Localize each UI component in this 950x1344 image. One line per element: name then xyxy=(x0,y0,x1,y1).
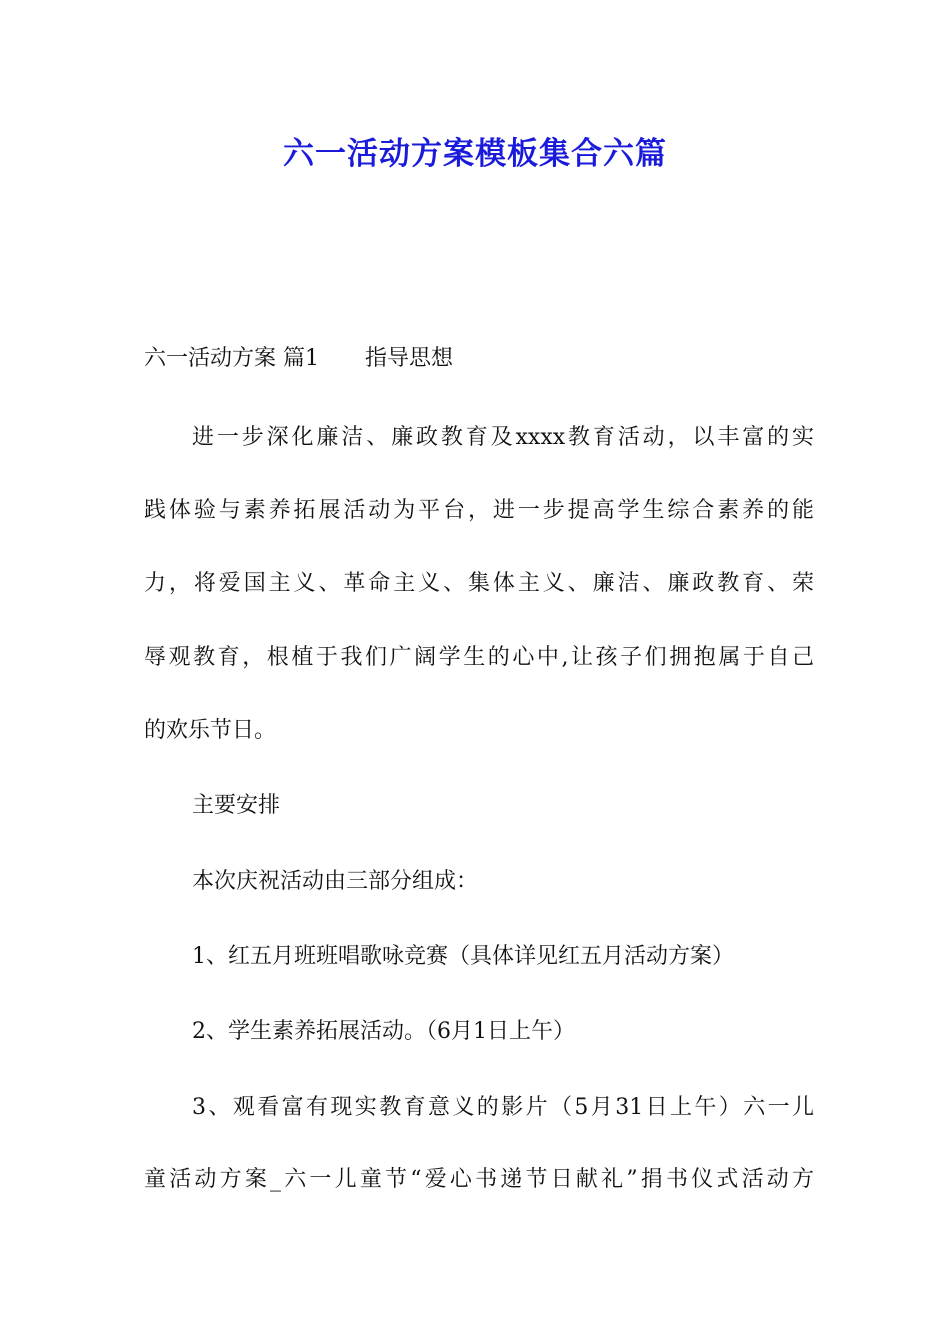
section-topic: 指导思想 xyxy=(365,346,454,371)
list-item: 1、红五月班班唱歌咏竞赛（具体详见红五月活动方案） xyxy=(192,944,734,969)
list-item: 2、学生素养拓展活动。（6月1日上午） xyxy=(192,1019,575,1044)
paragraph-line: 力，将爱国主义、革命主义、集体主义、廉洁、廉政教育、荣 xyxy=(144,571,814,596)
list-item: 3、观看富有现实教育意义的影片（5月31日上午）六一儿 xyxy=(192,1095,814,1120)
intro-text: 本次庆祝活动由三部分组成： xyxy=(192,869,479,894)
section-heading xyxy=(144,345,814,373)
paragraph-line: 进一步深化廉洁、廉政教育及xxxx教育活动，以丰富的实 xyxy=(192,425,814,450)
document-title: 六一活动方案模板集合六篇 xyxy=(283,136,667,172)
paragraph-line: 践体验与素养拓展活动为平台，进一步提高学生综合素养的能 xyxy=(144,498,814,523)
section-label: 六一活动方案 篇1 xyxy=(144,346,319,371)
paragraph-line: 辱观教育，根植于我们广阔学生的心中,让孩子们拥抱属于自己 xyxy=(144,645,814,670)
paragraph-line: 的欢乐节日。 xyxy=(144,718,277,743)
subheading: 主要安排 xyxy=(192,793,281,818)
continuation-line: 童活动方案_六一儿童节“爱心书递节日献礼”捐书仪式活动方 xyxy=(144,1167,814,1192)
